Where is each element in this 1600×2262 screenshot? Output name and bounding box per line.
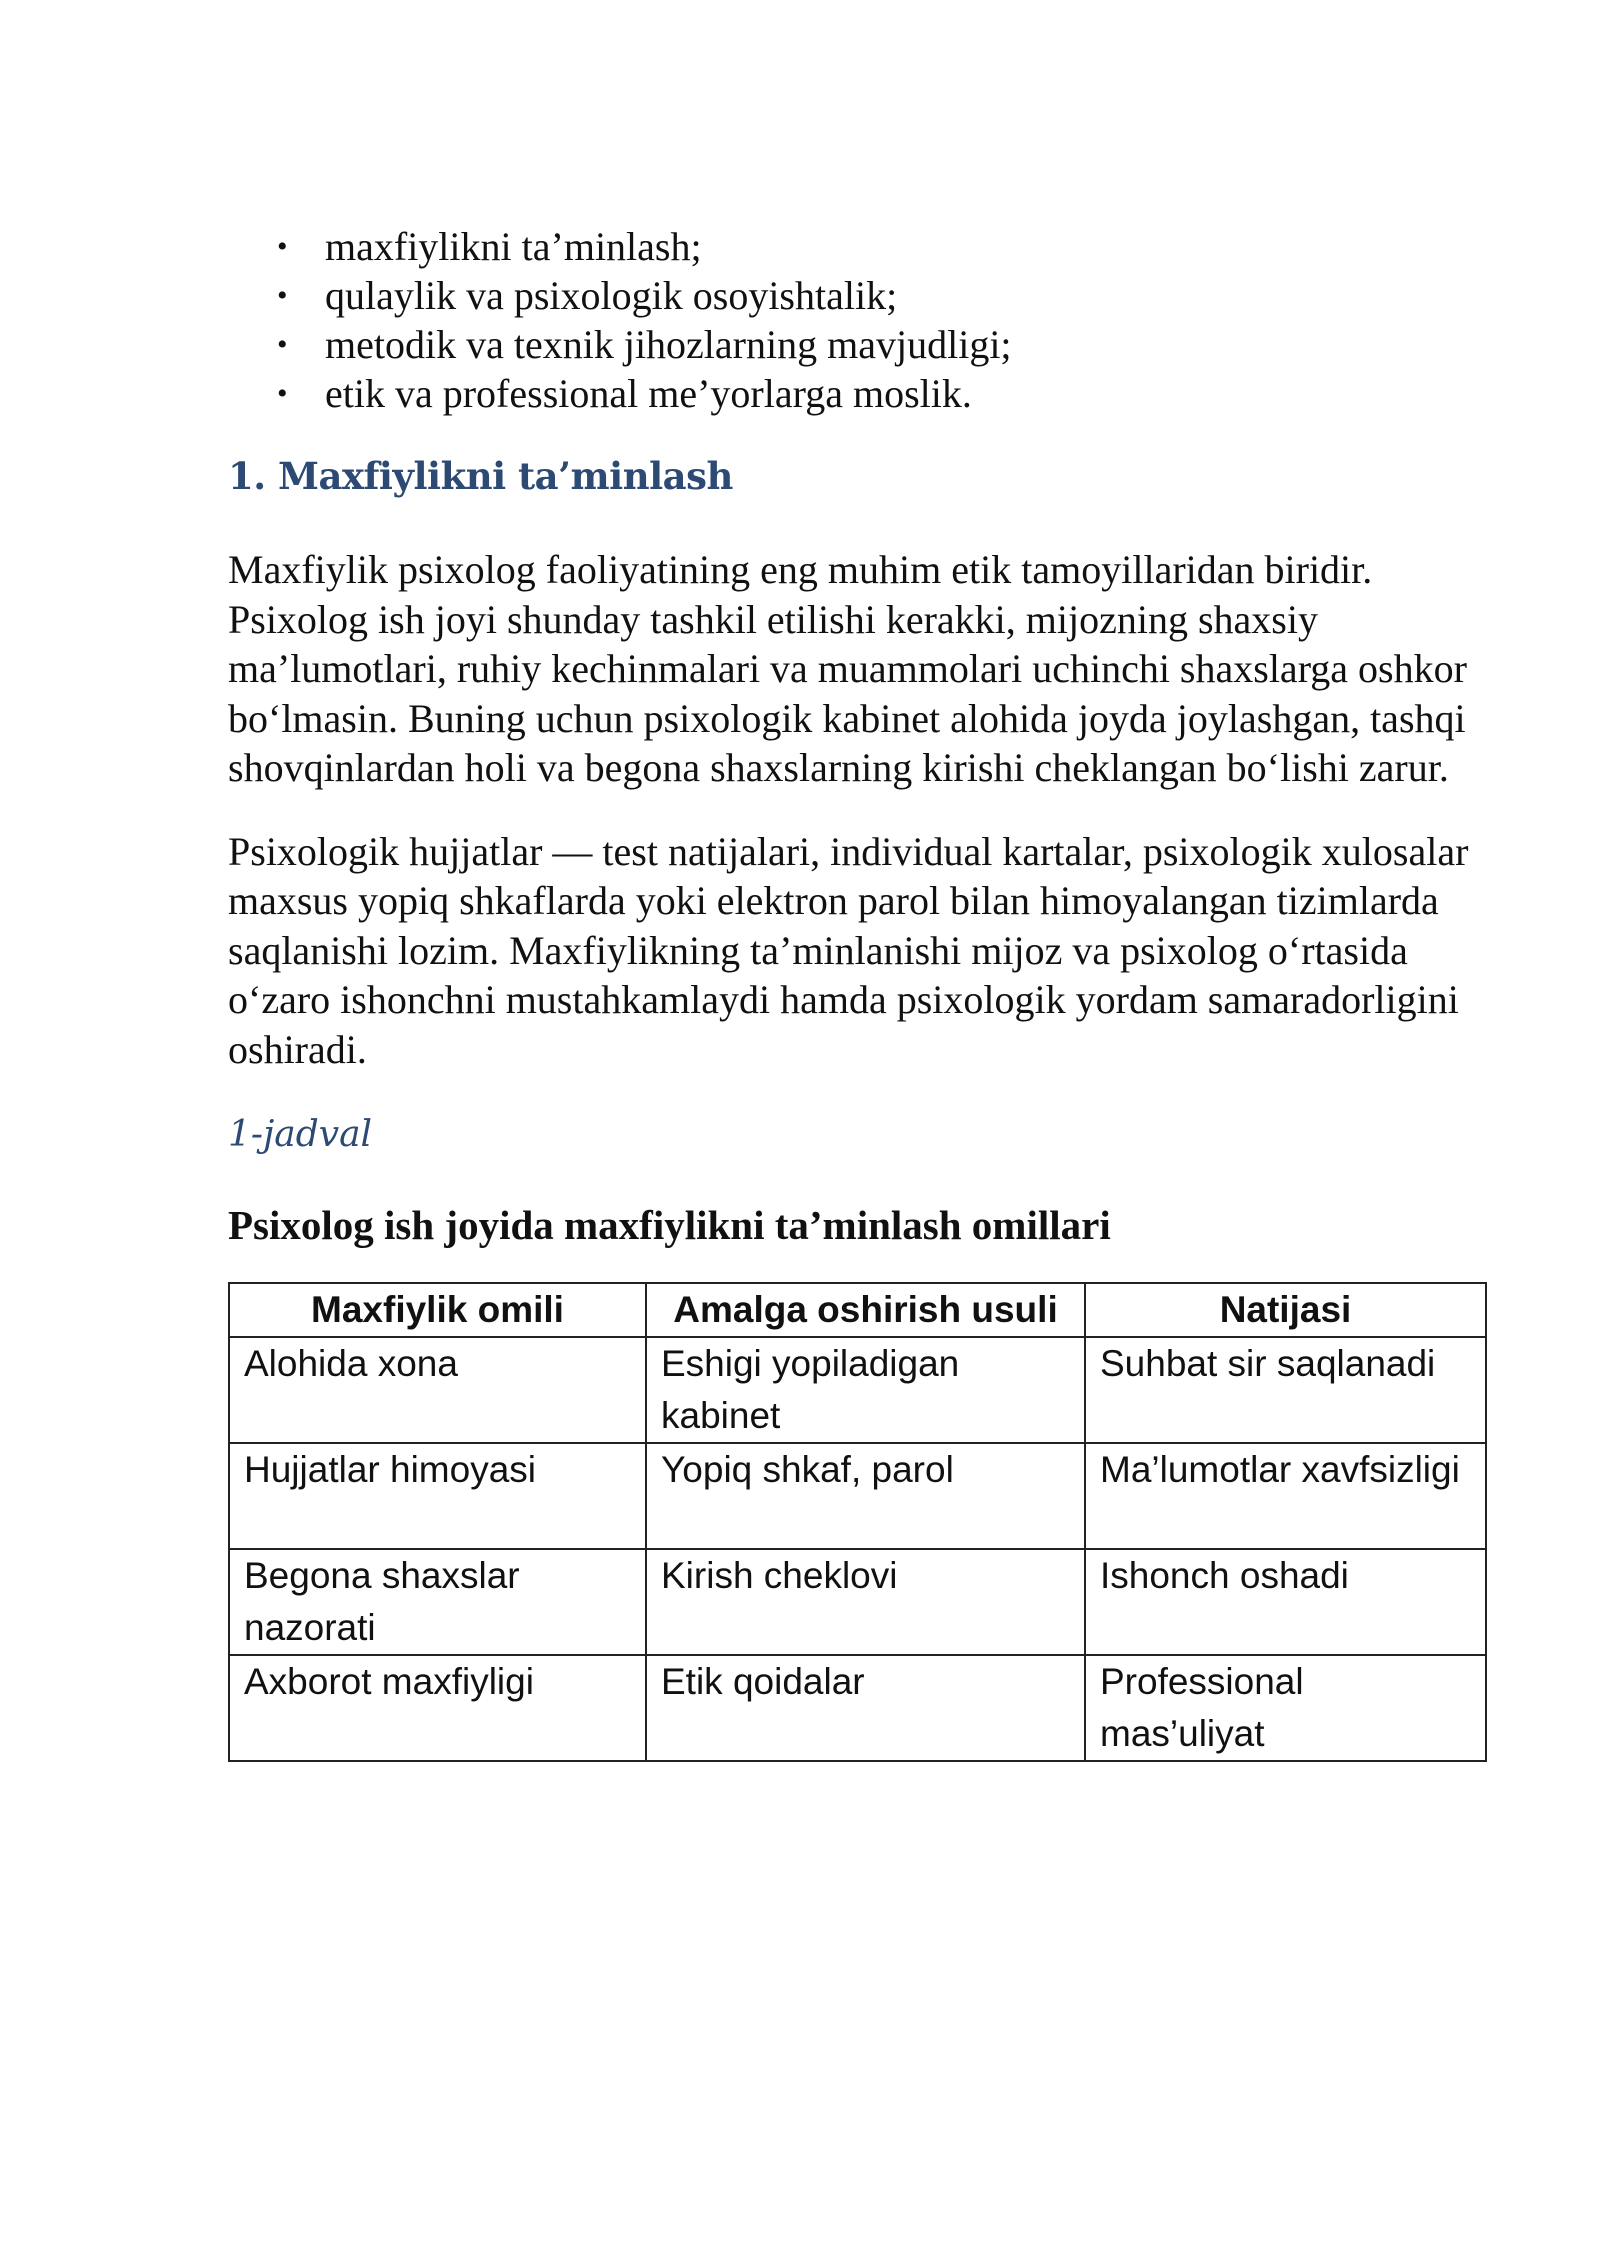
table-cell: Begona shaxslar nazorati <box>229 1549 646 1655</box>
list-item-text: metodik va texnik jihozlarning mavjudligi; <box>325 322 1012 367</box>
list-item-text: maxfiylikni ta’minlash; <box>325 224 702 269</box>
column-header: Maxfiylik omili <box>229 1283 646 1337</box>
table-caption: 1-jadval <box>228 1114 373 1155</box>
table-header-row <box>229 1283 1486 1337</box>
paragraph-confidentiality: Maxfiylik psixolog faoliyatining eng muhim etik tamoyillaridan biridir. Psixolog ish joyi shunday tashkil etilishi kerakki, mijozning shaxsiy ma’lumotlari, ruhiy kechinmalari va muammolari uchinchi shaxslarga oshkor bo‘lmasin. Buning uchun psixologik kabinet alohida joyda joylashgan, tashqi shovqinlardan holi va begona shaxslarning kirishi cheklangan bo‘lishi zarur. <box>228 547 1467 790</box>
list-item <box>228 222 1488 271</box>
column-header: Natijasi <box>1085 1283 1486 1337</box>
list-item-text: etik va professional me’yorlarga moslik. <box>325 371 972 416</box>
table-cell: Etik qoidalar <box>646 1655 1085 1761</box>
requirements-list <box>228 222 1488 418</box>
list-item <box>228 271 1488 320</box>
bullet-icon: • <box>277 230 288 263</box>
table-row <box>229 1655 1486 1761</box>
table-cell: Alohida xona <box>229 1337 646 1443</box>
table-title: Psixolog ish joyida maxfiylikni ta’minlash omillari <box>228 1202 1111 1248</box>
list-item <box>228 320 1488 369</box>
table-row <box>229 1443 1486 1549</box>
table-cell: Axborot maxfiyligi <box>229 1655 646 1761</box>
table-cell: Hujjatlar himoyasi <box>229 1443 646 1549</box>
table-cell: Kirish cheklovi <box>646 1549 1085 1655</box>
table-row <box>229 1549 1486 1655</box>
table-cell: Ishonch oshadi <box>1085 1549 1486 1655</box>
document-page <box>228 222 1488 1762</box>
table-cell: Yopiq shkaf, parol <box>646 1443 1085 1549</box>
paragraph-documents: Psixologik hujjatlar — test natijalari, individual kartalar, psixologik xulosalar maxsus yopiq shkaflarda yoki elektron parol bilan himoyalangan tizimlarda saqlanishi lozim. Maxfiylikning ta’minlanishi mijoz va psixolog o‘rtasida o‘zaro ishonchni mustahkamlaydi hamda psixologik yordam samaradorligini oshiradi. <box>228 828 1469 1072</box>
table-cell: Professional mas’uliyat <box>1085 1655 1486 1761</box>
table-cell: Eshigi yopiladigan kabinet <box>646 1337 1085 1443</box>
list-item-text: qulaylik va psixologik osoyishtalik; <box>325 273 898 318</box>
column-header: Amalga oshirish usuli <box>646 1283 1085 1337</box>
bullet-icon: • <box>277 279 288 312</box>
confidentiality-table <box>228 1282 1487 1762</box>
table-row <box>229 1337 1486 1443</box>
table-cell: Ma’lumotlar xavfsizligi <box>1085 1443 1486 1549</box>
bullet-icon: • <box>277 377 288 410</box>
list-item <box>228 369 1488 418</box>
section-heading: 1. Maxfiylikni ta’minlash <box>228 454 733 498</box>
table-cell: Suhbat sir saqlanadi <box>1085 1337 1486 1443</box>
bullet-icon: • <box>277 328 288 361</box>
